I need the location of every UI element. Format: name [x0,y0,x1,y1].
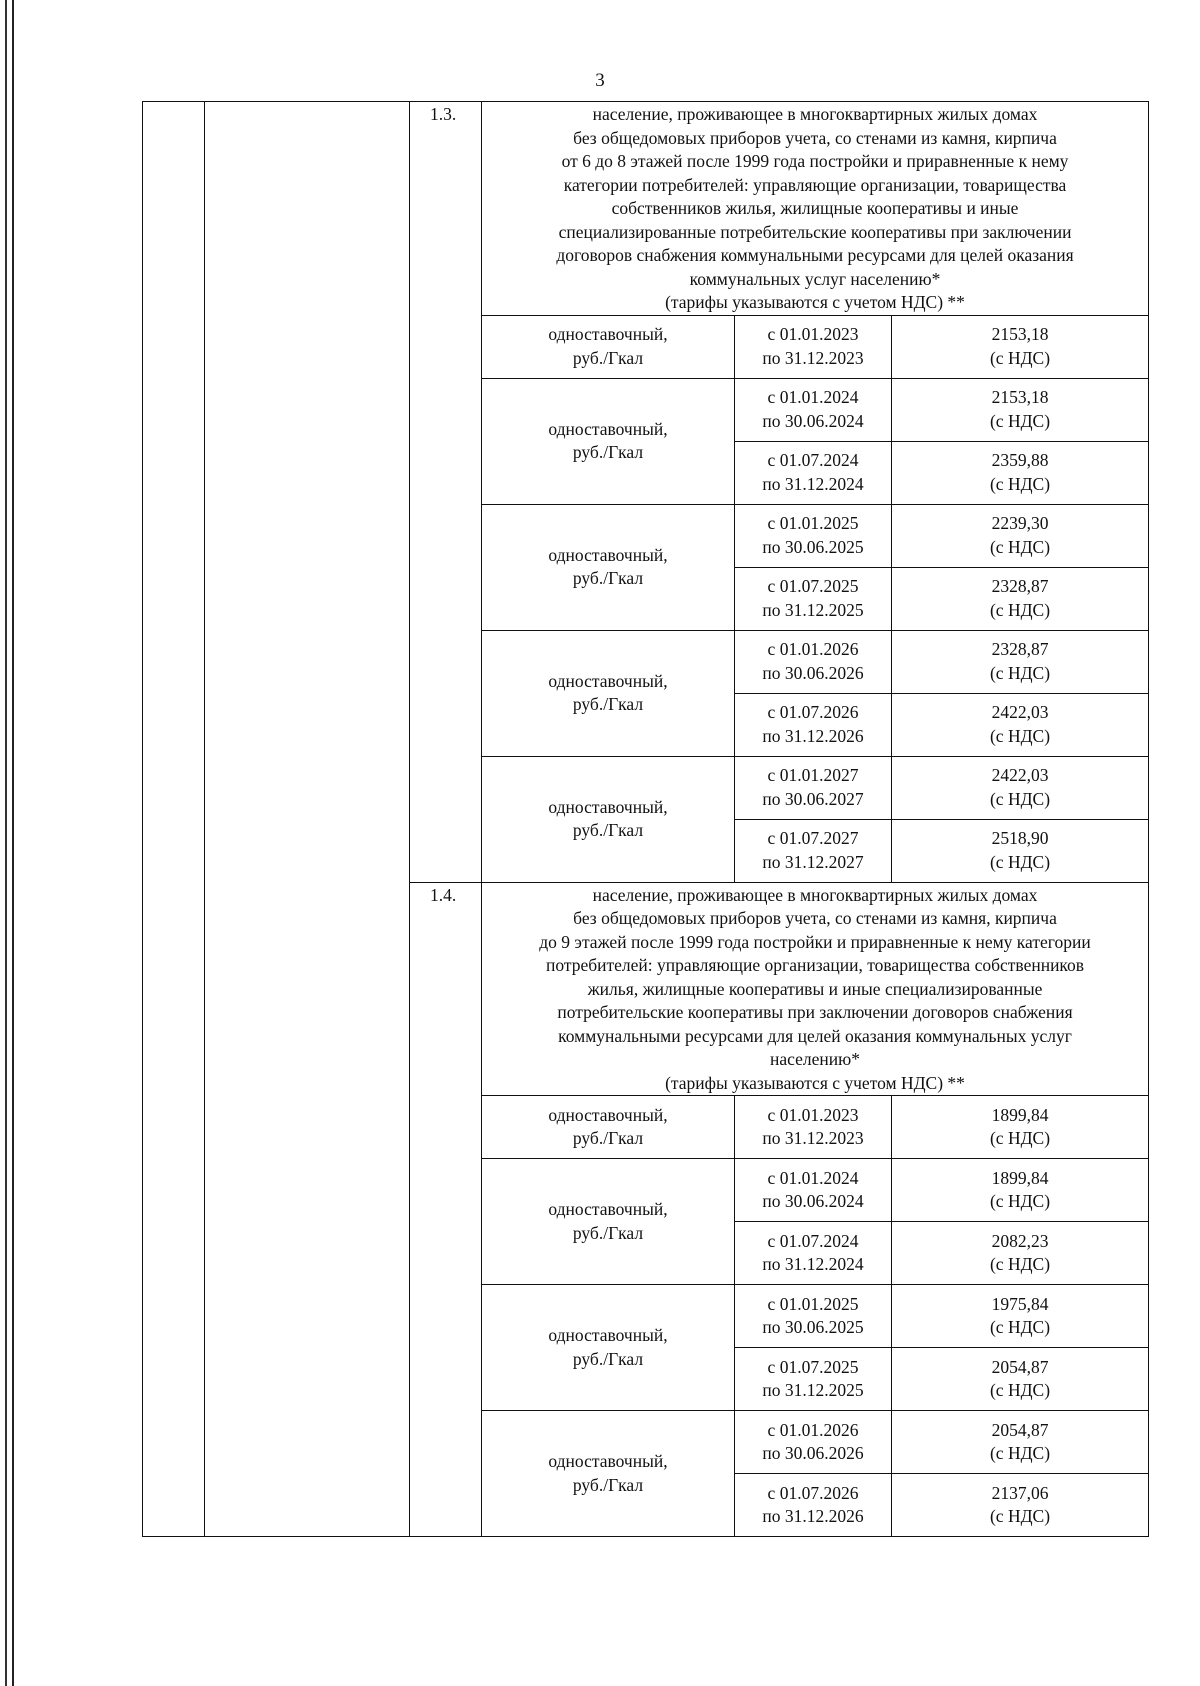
tariff-vat-note: (с НДС) [989,851,1051,872]
tariff-vat-note: (с НДС) [989,536,1051,557]
period-from: с 01.07.2026 [767,1482,859,1503]
tariff-unit-line: руб./Гкал [572,1474,644,1495]
tariff-period [735,567,892,630]
tariff-type [482,756,735,882]
tariff-amount: 2082,23 [991,1230,1049,1251]
tariff-value [892,1159,1149,1222]
scan-edge-line [5,0,7,1686]
tariff-amount: 2153,18 [991,324,1049,344]
period-to: по 30.06.2026 [762,1443,864,1463]
description-line: жилья, жилищные кооперативы и иные специализированные [587,978,1043,999]
tariff-value [892,1222,1149,1285]
tariff-amount: 2359,88 [991,450,1049,470]
description-line: без общедомовых приборов учета, со стенами из камня, кирпича [573,908,1057,928]
tariff-type [482,504,735,630]
description-line: категории потребителей: управляющие организации, товарищества [563,174,1067,195]
description-line: до 9 этажей после 1999 года постройки и приравненные к нему категории [539,931,1091,952]
tariff-value [892,630,1149,693]
description-line: договоров снабжения коммунальными ресурсами для целей оказания [556,245,1074,265]
period-to: по 31.12.2024 [762,473,864,494]
tariff-value [892,1096,1149,1159]
description-line: коммунальных услуг населению* [689,268,941,289]
tariff-type [482,378,735,504]
tariff-amount: 1975,84 [991,1293,1049,1314]
period-to: по 31.12.2023 [762,347,864,368]
description-line: без общедомовых приборов учета, со стенами из камня, кирпича [573,127,1057,148]
tariff-vat-note: (с НДС) [989,1317,1051,1337]
tariff-period [735,1348,892,1411]
tariff-vat-note: (с НДС) [989,1254,1051,1274]
period-to: по 30.06.2025 [762,1317,864,1337]
tariff-value [892,441,1149,504]
section-number: 1.4. [410,882,482,1537]
tariff-value [892,1348,1149,1411]
period-to: по 31.12.2025 [762,599,864,620]
tariff-period [735,1285,892,1348]
tariff-period [735,378,892,441]
section-number: 1.3. [410,102,482,883]
period-to: по 30.06.2025 [762,536,864,557]
tariff-period [735,756,892,819]
tariff-value [892,315,1149,378]
tariff-amount: 2153,18 [991,387,1049,407]
tariff-unit-line: руб./Гкал [572,694,644,714]
tariff-amount: 2422,03 [991,702,1049,722]
tariff-value [892,1474,1149,1537]
tariff-amount: 2328,87 [991,576,1049,596]
section-header-row [143,102,1149,316]
description-line: (тарифы указываются с учетом НДС) ** [665,1072,965,1093]
scan-edge [0,0,14,1686]
tariff-type-line: одноставочный, [548,1199,668,1219]
period-from: с 01.07.2024 [767,450,859,470]
tariff-period [735,1096,892,1159]
tariff-table-body [143,102,1149,1537]
tariff-table [142,101,1149,1537]
page-number: 3 [595,70,605,91]
tariff-vat-note: (с НДС) [989,473,1051,494]
period-from: с 01.01.2025 [767,1293,859,1314]
tariff-vat-note: (с НДС) [989,1191,1051,1211]
tariff-amount: 2518,90 [991,828,1049,848]
tariff-value [892,756,1149,819]
description-line: потребителей: управляющие организации, товарищества собственников [545,955,1085,975]
tariff-amount: 2328,87 [991,639,1049,659]
tariff-vat-note: (с НДС) [989,725,1051,746]
period-to: по 31.12.2023 [762,1128,864,1148]
tariff-value [892,693,1149,756]
description-line: населению* [770,1049,860,1069]
tariff-type [482,1411,735,1537]
tariff-amount: 2054,87 [991,1356,1049,1377]
period-to: по 31.12.2027 [762,851,864,872]
tariff-amount: 2054,87 [991,1419,1049,1440]
tariff-period [735,315,892,378]
period-from: с 01.07.2025 [767,1356,859,1377]
tariff-vat-note: (с НДС) [989,1506,1051,1526]
period-from: с 01.01.2025 [767,513,859,533]
tariff-type-line: одноставочный, [548,670,668,691]
tariff-type-line: одноставочный, [548,796,668,817]
tariff-unit-line: руб./Гкал [572,568,644,588]
period-to: по 30.06.2027 [762,788,864,809]
tariff-value [892,504,1149,567]
tariff-period [735,630,892,693]
tariff-unit-line: руб./Гкал [572,1222,644,1243]
tariff-vat-note: (с НДС) [989,1443,1051,1463]
period-from: с 01.01.2023 [767,1104,859,1125]
tariff-type-line: одноставочный, [548,324,668,344]
tariff-value [892,1411,1149,1474]
period-from: с 01.07.2024 [767,1230,859,1251]
tariff-vat-note: (с НДС) [989,599,1051,620]
tariff-type [482,315,735,378]
period-from: с 01.07.2027 [767,828,859,848]
tariff-vat-note: (с НДС) [989,347,1051,368]
period-to: по 30.06.2024 [762,410,864,431]
empty-column-2 [205,102,410,1537]
tariff-type-line: одноставочный, [548,1325,668,1345]
description-line: специализированные потребительские кооперативы при заключении [558,221,1072,242]
period-from: с 01.01.2026 [767,1419,859,1440]
tariff-vat-note: (с НДС) [989,410,1051,431]
tariff-period [735,1411,892,1474]
tariff-value [892,378,1149,441]
period-from: с 01.07.2026 [767,702,859,722]
description-line: (тарифы указываются с учетом НДС) ** [665,292,965,312]
tariff-period [735,504,892,567]
description-line: от 6 до 8 этажей после 1999 года постройки и приравненные к нему [561,151,1069,171]
tariff-period [735,1159,892,1222]
period-from: с 01.07.2025 [767,576,859,596]
tariff-unit-line: руб./Гкал [572,1348,644,1369]
tariff-amount: 2422,03 [991,765,1049,785]
period-to: по 31.12.2025 [762,1380,864,1400]
section-description [482,102,1149,316]
period-to: по 31.12.2026 [762,725,864,746]
tariff-period [735,441,892,504]
tariff-unit-line: руб./Гкал [572,442,644,462]
tariff-unit-line: руб./Гкал [572,347,644,368]
tariff-amount: 1899,84 [991,1104,1049,1125]
period-from: с 01.01.2024 [767,387,859,407]
tariff-period [735,1222,892,1285]
period-to: по 31.12.2024 [762,1254,864,1274]
tariff-type-line: одноставочный, [548,1451,668,1471]
period-from: с 01.01.2026 [767,639,859,659]
tariff-type-line: одноставочный, [548,1104,668,1125]
tariff-value [892,819,1149,882]
tariff-unit-line: руб./Гкал [572,1128,644,1148]
period-to: по 30.06.2026 [762,662,864,683]
tariff-type [482,630,735,756]
tariff-amount: 2137,06 [991,1482,1049,1503]
description-line: собственников жилья, жилищные кооперативы и иные [611,198,1019,218]
tariff-vat-note: (с НДС) [989,662,1051,683]
tariff-amount: 1899,84 [991,1167,1049,1188]
tariff-type-line: одноставочный, [548,418,668,439]
tariff-vat-note: (с НДС) [989,1380,1051,1400]
period-from: с 01.01.2023 [767,324,859,344]
tariff-amount: 2239,30 [991,513,1049,533]
tariff-type-line: одноставочный, [548,544,668,565]
description-line: население, проживающее в многоквартирных жилых домах [592,104,1038,124]
tariff-period [735,1474,892,1537]
tariff-type [482,1159,735,1285]
period-to: по 30.06.2024 [762,1191,864,1211]
tariff-value [892,1285,1149,1348]
tariff-type [482,1285,735,1411]
period-from: с 01.01.2024 [767,1167,859,1188]
description-line: население, проживающее в многоквартирных жилых домах [592,884,1038,905]
empty-column-1 [143,102,205,1537]
description-line: коммунальными ресурсами для целей оказания коммунальных услуг [558,1025,1072,1046]
description-line: потребительские кооперативы при заключении договоров снабжения [557,1002,1073,1022]
tariff-unit-line: руб./Гкал [572,820,644,840]
tariff-period [735,819,892,882]
period-to: по 31.12.2026 [762,1506,864,1526]
tariff-period [735,693,892,756]
tariff-vat-note: (с НДС) [989,788,1051,809]
tariff-type [482,1096,735,1159]
tariff-value [892,567,1149,630]
period-from: с 01.01.2027 [767,765,859,785]
section-description [482,882,1149,1096]
tariff-vat-note: (с НДС) [989,1128,1051,1148]
